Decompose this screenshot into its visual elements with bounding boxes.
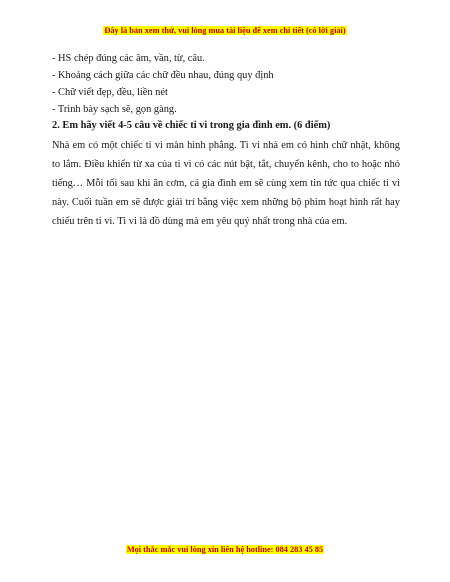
criteria-item: - Trình bày sạch sẽ, gọn gàng. — [52, 104, 177, 115]
preview-notice-text: Đây là bản xem thử, vui lòng mua tài liệu để xem chi tiết (có lời giải) — [104, 26, 346, 35]
answer-paragraph: Nhà em có một chiếc ti vi màn hình phẳng. Ti vi nhà em có hình chữ nhật, không to lắm. Điều khiển từ xa của ti vi có các nút bật, tắt, chuyển kênh, cho to hoặc nhỏ tiếng… Mỗi tối sau khi ăn cơm, cả gia đình em sẽ cùng xem tin tức qua chiếc ti vi này. Cuối tuần em sẽ được giải trí bằng việc xem những bộ phim hoạt hình rất hay chiếu trên ti vi. Ti vi là đồ dùng mà em yêu quý nhất trong nhà của em. — [52, 140, 400, 227]
document-body — [52, 50, 400, 231]
question-heading: 2. Em hãy viết 4-5 câu về chiếc ti vi trong gia đình em. (6 điểm) — [52, 120, 331, 131]
preview-notice-header — [0, 26, 450, 36]
hotline-notice-text: Mọi thắc mắc vui lòng xin liên hệ hotline: 084 283 45 85 — [126, 545, 324, 554]
criteria-item: - HS chép đúng các âm, vần, từ, câu. — [52, 53, 205, 64]
hotline-notice-footer — [0, 545, 450, 555]
criteria-item: - Khoảng cách giữa các chữ đều nhau, đúng quy định — [52, 70, 274, 81]
criteria-item: - Chữ viết đẹp, đều, liền nét — [52, 87, 168, 98]
